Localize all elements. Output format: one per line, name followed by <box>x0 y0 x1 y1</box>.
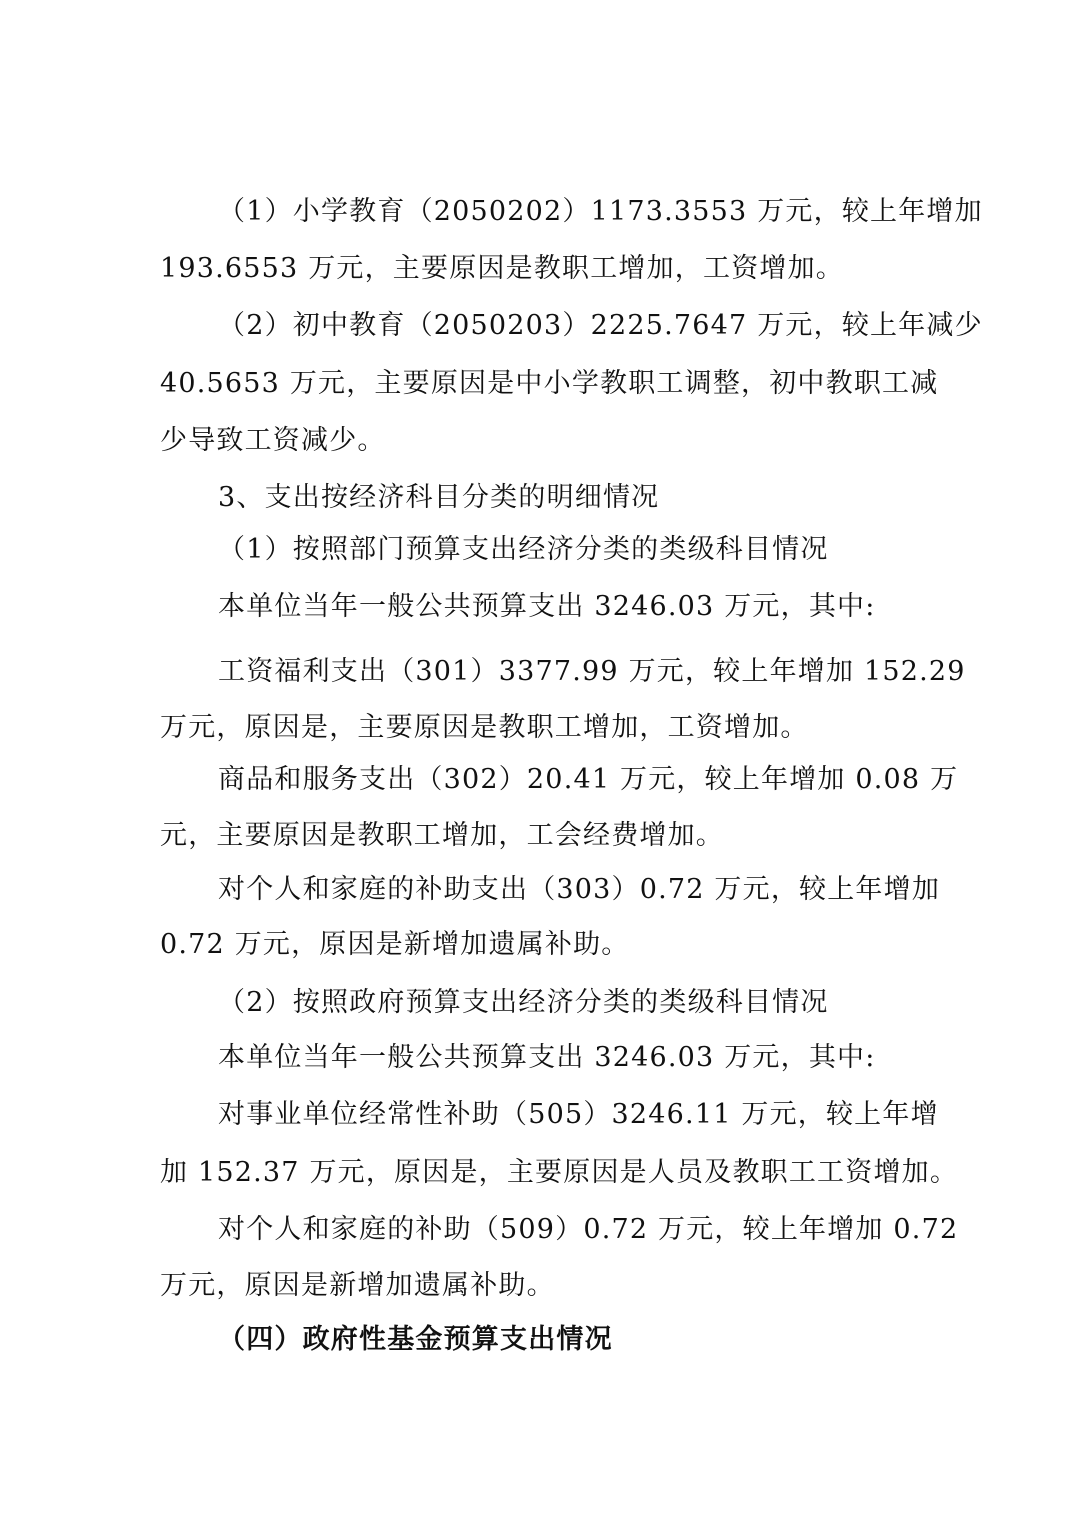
paragraph-individual-family-subsidy: 对个人和家庭的补助（509）0.72 万元，较上年增加 0.72 <box>218 1214 959 1245</box>
paragraph-institution-subsidy-cont: 加 152.37 万元，原因是，主要原因是人员及教职工工资增加。 <box>160 1157 959 1188</box>
paragraph-individual-subsidy: 对个人和家庭的补助支出（303）0.72 万元，较上年增加 <box>218 874 941 905</box>
heading-government-budget-class: （2）按照政府预算支出经济分类的类级科目情况 <box>218 987 829 1018</box>
paragraph-total-expenditure-2: 本单位当年一般公共预算支出 3246.03 万元，其中: <box>218 1042 876 1073</box>
paragraph-individual-family-subsidy-cont: 万元，原因是新增加遗属补助。 <box>160 1270 555 1301</box>
paragraph-junior-education-cont-1: 40.5653 万元，主要原因是中小学教职工调整，初中教职工减 <box>160 368 939 399</box>
paragraph-junior-education-cont-2: 少导致工资减少。 <box>160 425 386 456</box>
paragraph-total-expenditure-1: 本单位当年一般公共预算支出 3246.03 万元，其中: <box>218 591 876 622</box>
paragraph-individual-subsidy-cont: 0.72 万元，原因是新增加遗属补助。 <box>160 929 630 960</box>
paragraph-primary-education-cont: 193.6553 万元，主要原因是教职工增加，工资增加。 <box>160 253 845 284</box>
paragraph-junior-education: （2）初中教育（2050203）2225.7647 万元，较上年减少 <box>218 310 983 341</box>
paragraph-wages-welfare-cont: 万元，原因是，主要原因是教职工增加，工资增加。 <box>160 712 809 743</box>
paragraph-goods-services: 商品和服务支出（302）20.41 万元，较上年增加 0.08 万 <box>218 764 959 795</box>
heading-department-budget-class: （1）按照部门预算支出经济分类的类级科目情况 <box>218 534 829 565</box>
paragraph-primary-education: （1）小学教育（2050202）1173.3553 万元，较上年增加 <box>218 196 983 227</box>
paragraph-goods-services-cont: 元，主要原因是教职工增加，工会经费增加。 <box>160 820 724 851</box>
section-heading-government-fund: （四）政府性基金预算支出情况 <box>218 1324 613 1355</box>
paragraph-institution-subsidy: 对事业单位经常性补助（505）3246.11 万元，较上年增 <box>218 1099 939 1130</box>
heading-economic-classification: 3、支出按经济科目分类的明细情况 <box>218 482 660 513</box>
paragraph-wages-welfare: 工资福利支出（301）3377.99 万元，较上年增加 152.29 <box>218 656 966 687</box>
